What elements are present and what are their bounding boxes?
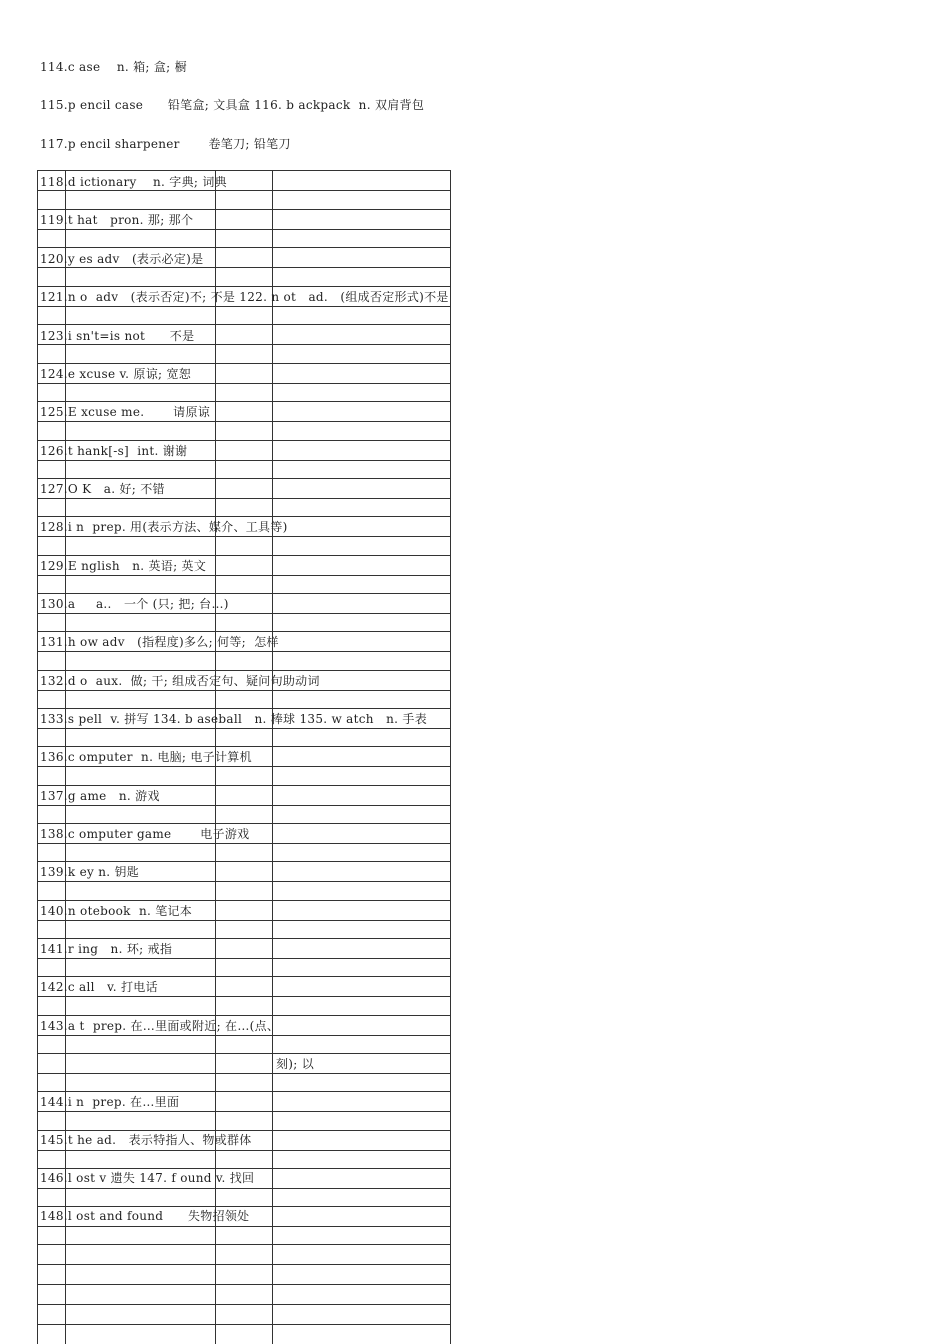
- grid-row-rule: [37, 1226, 451, 1227]
- vocab-entry-133-135: 133.s pell v. 拼写 134. b aseball n. 棒球 135. w atch n. 手表: [40, 712, 427, 726]
- grid-row-rule: [37, 861, 451, 862]
- vocab-entry-126: 126.t hank[-s] int. 谢谢: [40, 444, 188, 458]
- grid-row-rule: [37, 536, 451, 537]
- vocab-entry-136: 136.c omputer n. 电脑; 电子计算机: [40, 750, 252, 764]
- vocab-entry-142: 142.c all v. 打电话: [40, 980, 158, 994]
- grid-row-rule: [37, 766, 451, 767]
- grid-row-rule: [37, 1324, 451, 1325]
- grid-row-rule: [37, 1150, 451, 1151]
- grid-row-rule: [37, 306, 451, 307]
- vocab-entry-128: 128.i n prep. 用(表示方法、媒介、工具等): [40, 520, 288, 534]
- grid-row-rule: [37, 1035, 451, 1036]
- vocab-entry-121-122: 121.n o adv (表示否定)不; 不是 122. n ot ad. (组成否定形式)不是: [40, 290, 449, 304]
- grid-row-rule: [37, 229, 451, 230]
- vocab-entry-129: 129.E nglish n. 英语; 英文: [40, 559, 207, 573]
- grid-row-rule: [37, 1206, 451, 1207]
- grid-row-rule: [37, 805, 451, 806]
- grid-row-rule: [37, 1168, 451, 1169]
- grid-row-rule: [37, 613, 451, 614]
- grid-row-rule: [37, 823, 451, 824]
- grid-row-rule: [37, 1264, 451, 1265]
- grid-row-rule: [37, 976, 451, 977]
- grid-row-rule: [37, 785, 451, 786]
- grid-row-rule: [37, 440, 451, 441]
- vocab-entry-141: 141.r ing n. 环; 戒指: [40, 942, 173, 956]
- vocab-entry-124: 124.e xcuse v. 原谅; 宽恕: [40, 367, 192, 381]
- grid-row-rule: [37, 498, 451, 499]
- grid-row-rule: [37, 344, 451, 345]
- grid-row-rule: [37, 1244, 451, 1245]
- grid-row-rule: [37, 1015, 451, 1016]
- grid-row-rule: [37, 958, 451, 959]
- grid-row-rule: [37, 631, 451, 632]
- grid-row-rule: [37, 460, 451, 461]
- grid-row-rule: [37, 575, 451, 576]
- grid-row-rule: [37, 170, 451, 171]
- vocab-entry-143-cont: 刻); 以: [276, 1057, 315, 1071]
- grid-row-rule: [37, 1304, 451, 1305]
- grid-row-rule: [37, 1111, 451, 1112]
- grid-row-rule: [37, 363, 451, 364]
- vocab-entry-138: 138.c omputer game 电子游戏: [40, 827, 250, 841]
- grid-row-rule: [37, 1284, 451, 1285]
- grid-row-rule: [37, 421, 451, 422]
- vocab-entry-118: 118.d ictionary n. 字典; 词典: [40, 175, 227, 189]
- grid-row-rule: [37, 900, 451, 901]
- grid-row-rule: [37, 881, 451, 882]
- grid-row-rule: [37, 209, 451, 210]
- grid-row-rule: [37, 516, 451, 517]
- grid-row-rule: [37, 190, 451, 191]
- grid-row-rule: [37, 728, 451, 729]
- vocab-entry-131: 131.h ow adv (指程度)多么; 何等; 怎样: [40, 635, 279, 649]
- grid-row-rule: [37, 920, 451, 921]
- vocab-entry-114: 114.c ase n. 箱; 盒; 橱: [40, 60, 187, 74]
- vocab-entry-143: 143.a t prep. 在…里面或附近; 在…(点、: [40, 1019, 280, 1033]
- vocab-entry-145: 145.t he ad. 表示特指人、物或群体: [40, 1133, 252, 1147]
- grid-row-rule: [37, 383, 451, 384]
- grid-row-rule: [37, 1053, 451, 1054]
- vocab-entry-132: 132.d o aux. 做; 干; 组成否定句、疑问句助动词: [40, 674, 320, 688]
- grid-row-rule: [37, 593, 451, 594]
- vocab-entry-125: 125.E xcuse me. 请原谅: [40, 405, 211, 419]
- vocab-entry-127: 127.O K a. 好; 不错: [40, 482, 165, 496]
- grid-row-rule: [37, 401, 451, 402]
- grid-row-rule: [37, 690, 451, 691]
- grid-row-rule: [37, 651, 451, 652]
- vocab-entry-120: 120.y es adv (表示必定)是: [40, 252, 204, 266]
- grid-row-rule: [37, 324, 451, 325]
- vocab-entry-140: 140.n otebook n. 笔记本: [40, 904, 193, 918]
- grid-row-rule: [37, 1091, 451, 1092]
- grid-row-rule: [37, 286, 451, 287]
- grid-row-rule: [37, 843, 451, 844]
- grid-row-rule: [37, 247, 451, 248]
- grid-row-rule: [37, 938, 451, 939]
- vocab-entry-146-147: 146.l ost v 遗失 147. f ound v. 找回: [40, 1171, 255, 1185]
- vocab-entry-123: 123.i sn't=is not 不是: [40, 329, 195, 343]
- grid-row-rule: [37, 746, 451, 747]
- grid-row-rule: [37, 478, 451, 479]
- grid-row-rule: [37, 555, 451, 556]
- grid-row-rule: [37, 1073, 451, 1074]
- vocab-entry-115-116: 115.p encil case 铅笔盒; 文具盒 116. b ackpack n. 双肩背包: [40, 98, 425, 112]
- vocab-entry-130: 130.a a.. 一个 (只; 把; 台…): [40, 597, 229, 611]
- grid-row-rule: [37, 670, 451, 671]
- grid-row-rule: [37, 1130, 451, 1131]
- grid-row-rule: [37, 1188, 451, 1189]
- vocab-entry-117: 117.p encil sharpener 卷笔刀; 铅笔刀: [40, 137, 291, 151]
- grid-row-rule: [37, 267, 451, 268]
- grid-row-rule: [37, 708, 451, 709]
- vocab-entry-144: 144.i n prep. 在…里面: [40, 1095, 180, 1109]
- grid-row-rule: [37, 996, 451, 997]
- vocab-entry-137: 137.g ame n. 游戏: [40, 789, 160, 803]
- vocab-entry-148: 148.l ost and found 失物招领处: [40, 1209, 250, 1223]
- vocab-entry-139: 139.k ey n. 钥匙: [40, 865, 140, 879]
- vocab-entry-119: 119.t hat pron. 那; 那个: [40, 213, 194, 227]
